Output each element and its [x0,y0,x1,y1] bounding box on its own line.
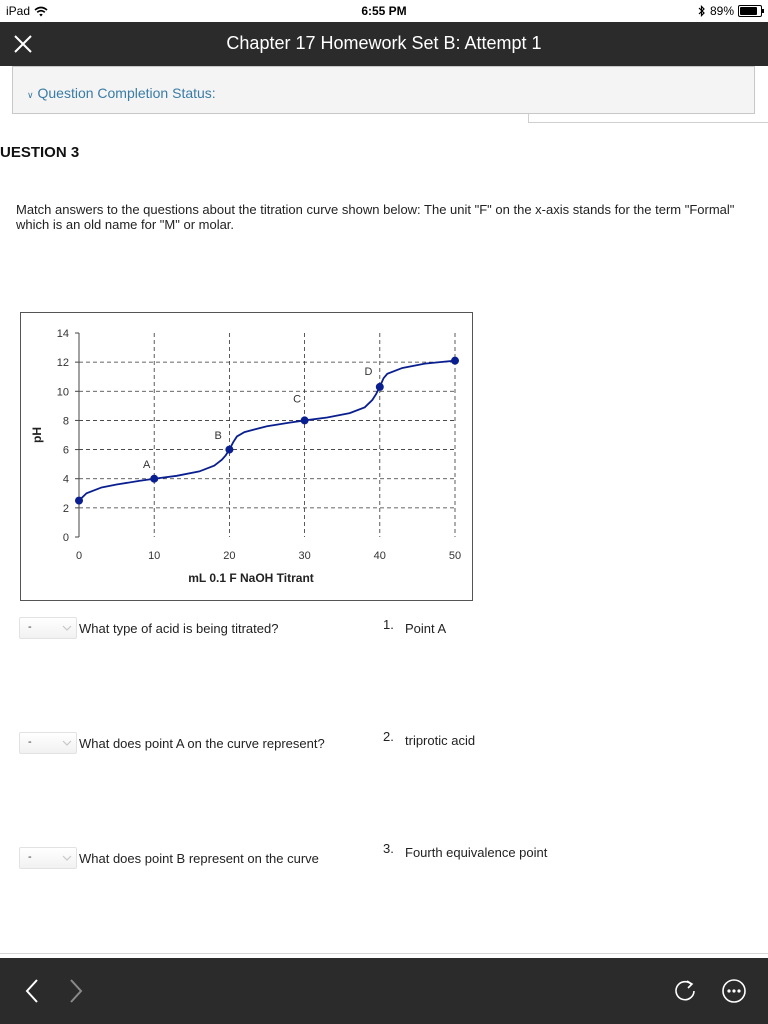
question-1: What type of acid is being titrated? [79,621,279,636]
status-bar [0,0,768,22]
question-2: What does point A on the curve represent? [79,736,325,751]
y-tick-label: 6 [62,444,69,457]
data-point-marker [225,446,233,454]
completion-status-label: Question Completion Status: [37,85,216,101]
y-tick-label: 2 [62,502,69,515]
divider [0,953,768,954]
answer-select-2[interactable] [19,732,77,754]
point-annotation: C [293,393,302,406]
chevron-down-icon: ∨ [27,90,34,100]
answer-select-3[interactable] [19,847,77,869]
x-tick-label: 30 [298,550,311,562]
data-point-marker [150,475,158,483]
question-3: What does point B represent on the curve [79,851,319,866]
data-point-marker [75,497,83,505]
y-tick-label: 0 [62,532,69,544]
x-tick-label: 20 [223,550,236,562]
answer-number-3: 3. [383,841,394,856]
select-value: - [28,851,32,863]
chevron-down-icon [60,850,74,866]
battery-icon [738,5,762,17]
battery-percent: 89% [709,4,734,18]
app-header [0,22,768,66]
point-annotation: B [214,430,222,442]
select-value: - [28,621,32,633]
y-axis-label: pH [30,427,44,443]
answer-text-3: Fourth equivalence point [405,845,548,860]
wifi-icon [34,6,48,17]
y-tick-label: 10 [56,386,69,399]
answer-number-1: 1. [383,617,394,632]
titration-curve-line [79,361,455,501]
y-tick-label: 8 [62,415,69,428]
forward-arrow-icon[interactable] [66,978,86,1004]
point-annotation: D [364,365,373,378]
question-heading: UESTION 3 [0,144,80,161]
x-tick-label: 10 [148,550,161,562]
chevron-down-icon [60,620,74,636]
point-annotation: A [143,459,151,472]
status-time: 6:55 PM [361,4,407,18]
answer-text-1: Point A [405,621,447,636]
x-tick-label: 0 [75,550,83,562]
x-tick-label: 40 [373,550,386,562]
panel-edge [528,114,768,123]
answer-number-2: 2. [383,729,394,744]
select-value: - [28,736,32,748]
x-tick-label: 50 [448,550,462,562]
data-point-marker [451,357,459,365]
x-axis-label: mL 0.1 F NaOH Titrant [188,571,314,585]
device-label: iPad [6,4,31,18]
y-tick-label: 4 [62,473,69,486]
bluetooth-icon [698,5,706,17]
titration-chart-svg [21,313,472,600]
question-instructions: Match answers to the questions about the titration curve shown below: The unit "F" on the x-axis stands for the term "Formal" which is an old name for "M" or molar. [16,202,735,232]
data-point-marker [376,383,384,391]
back-arrow-icon[interactable] [22,978,42,1004]
page-title: Chapter 17 Homework Set B: Attempt 1 [226,33,542,53]
titration-chart [20,312,473,601]
data-point-marker [301,416,309,424]
refresh-icon[interactable] [672,977,698,1003]
answer-text-2: triprotic acid [405,733,476,748]
bottom-toolbar [0,958,768,1024]
completion-status-panel[interactable] [12,66,755,114]
answer-select-1[interactable] [19,617,77,639]
y-tick-label: 14 [56,328,69,340]
chevron-down-icon [60,735,74,751]
more-options-icon[interactable] [721,978,747,1004]
completion-status-toggle[interactable] [27,85,216,101]
y-tick-label: 12 [56,357,69,370]
